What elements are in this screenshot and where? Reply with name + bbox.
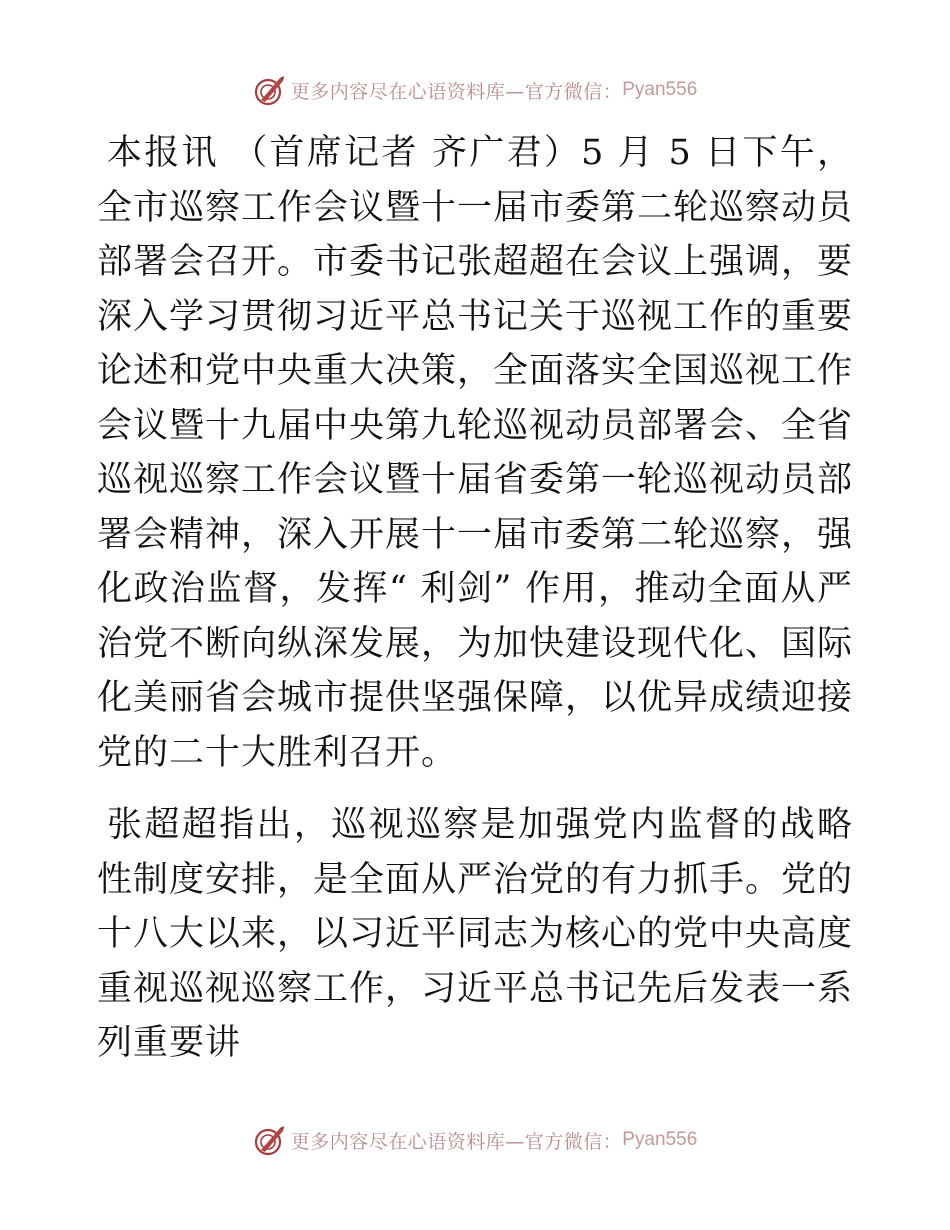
header-banner-text: 更多内容尽在心语资料库—官方微信：	[290, 80, 623, 103]
footer-banner-handle: Pyan556	[622, 1129, 698, 1150]
footer-banner-text: 更多内容尽在心语资料库—官方微信：	[290, 1130, 623, 1153]
header-banner	[0, 70, 950, 110]
quill-logo-icon	[253, 73, 287, 107]
article-paragraph-2: 张超超指出，巡视巡察是加强党内监督的战略性制度安排，是全面从严治党的有力抓手。党的十八大以来，以习近平同志为核心的党中央高度重视巡视巡察工作，习近平总书记先后发表一系列重要讲	[97, 805, 854, 1063]
header-banner-handle: Pyan556	[622, 79, 698, 100]
article-body	[97, 126, 853, 1071]
article-paragraph-1: 本报讯 （首席记者 齐广君）5 月 5 日下午，全市巡察工作会议暨十一届市委第二轮巡察动员部署会召开。市委书记张超超在会议上强调，要深入学习贯彻习近平总书记关于巡视工作的重要论述和党中央重大决策，全面落实全国巡视工作会议暨十九届中央第九轮巡视动员部署会、全省巡视巡察工作会议暨十届省委第一轮巡视动员部署会精神，深入开展十一届市委第二轮巡察，强化政治监督，发挥“ 利剑” 作用，推动全面从严治党不断向纵深发展，为加快建设现代化、国际化美丽省会城市提供坚强保障，以优异成绩迎接党的二十大胜利召开。	[97, 133, 854, 773]
footer-banner	[0, 1120, 950, 1160]
quill-logo-icon	[253, 1123, 287, 1157]
